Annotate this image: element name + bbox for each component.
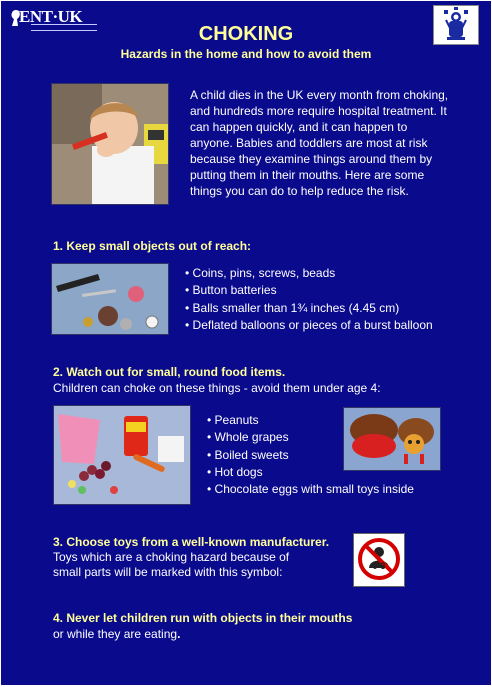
list-item: • Boiled sweets	[207, 447, 414, 464]
list-item: • Coins, pins, screws, beads	[185, 265, 433, 282]
list-item: • Peanuts	[207, 412, 414, 429]
symbol-label: 0-3	[372, 561, 386, 571]
section-3-text-line2: small parts will be marked with this symbol:	[53, 565, 283, 579]
section-1-heading: 1. Keep small objects out of reach:	[53, 239, 252, 253]
list-item: • Balls smaller than 1¾ inches (4.45 cm)	[185, 300, 433, 317]
section-3-heading: 3. Choose toys from a well-known manufacturer.	[53, 535, 330, 549]
small-objects-photo	[51, 263, 169, 335]
section-4-text	[53, 627, 180, 641]
section-4-text-main: or while they are eating	[53, 627, 178, 641]
logo-text: ENT·UK	[19, 7, 83, 26]
page-subtitle: Hazards in the home and how to avoid them	[120, 47, 372, 61]
page-title: CHOKING	[198, 23, 294, 45]
list-item: • Whole grapes	[207, 429, 414, 446]
food-items-photo	[53, 405, 191, 505]
section-2-text: Children can choke on these things - avoid them under age 4:	[53, 381, 381, 395]
child-photo	[51, 83, 169, 205]
list-item: • Chocolate eggs with small toys inside	[207, 481, 414, 498]
section-2-heading: 2. Watch out for small, round food items.	[53, 365, 286, 379]
leaflet-page	[1, 1, 491, 685]
chocolate-egg-photo	[343, 407, 441, 471]
no-under-3-age-warning-icon	[353, 533, 405, 587]
intro-text: A child dies in the UK every month from choking, and hundreds more require hospital treatment. It can happen quickly, and it can happen to anyone. Babies and toddlers are most at risk because they examine things around them by putting them in their mouths. Here are some things you can do to help reduce the risk.	[190, 88, 449, 198]
section-4-text-end: .	[177, 627, 181, 641]
list-item: • Deflated balloons or pieces of a burst balloon	[185, 317, 433, 334]
section-1-list	[185, 265, 433, 334]
section-4-heading: 4. Never let children run with objects in their mouths	[53, 611, 353, 625]
list-item: • Button batteries	[185, 282, 433, 299]
list-item: • Hot dogs	[207, 464, 414, 481]
section-3-text-line1: Toys which are a choking hazard because of	[53, 550, 290, 564]
